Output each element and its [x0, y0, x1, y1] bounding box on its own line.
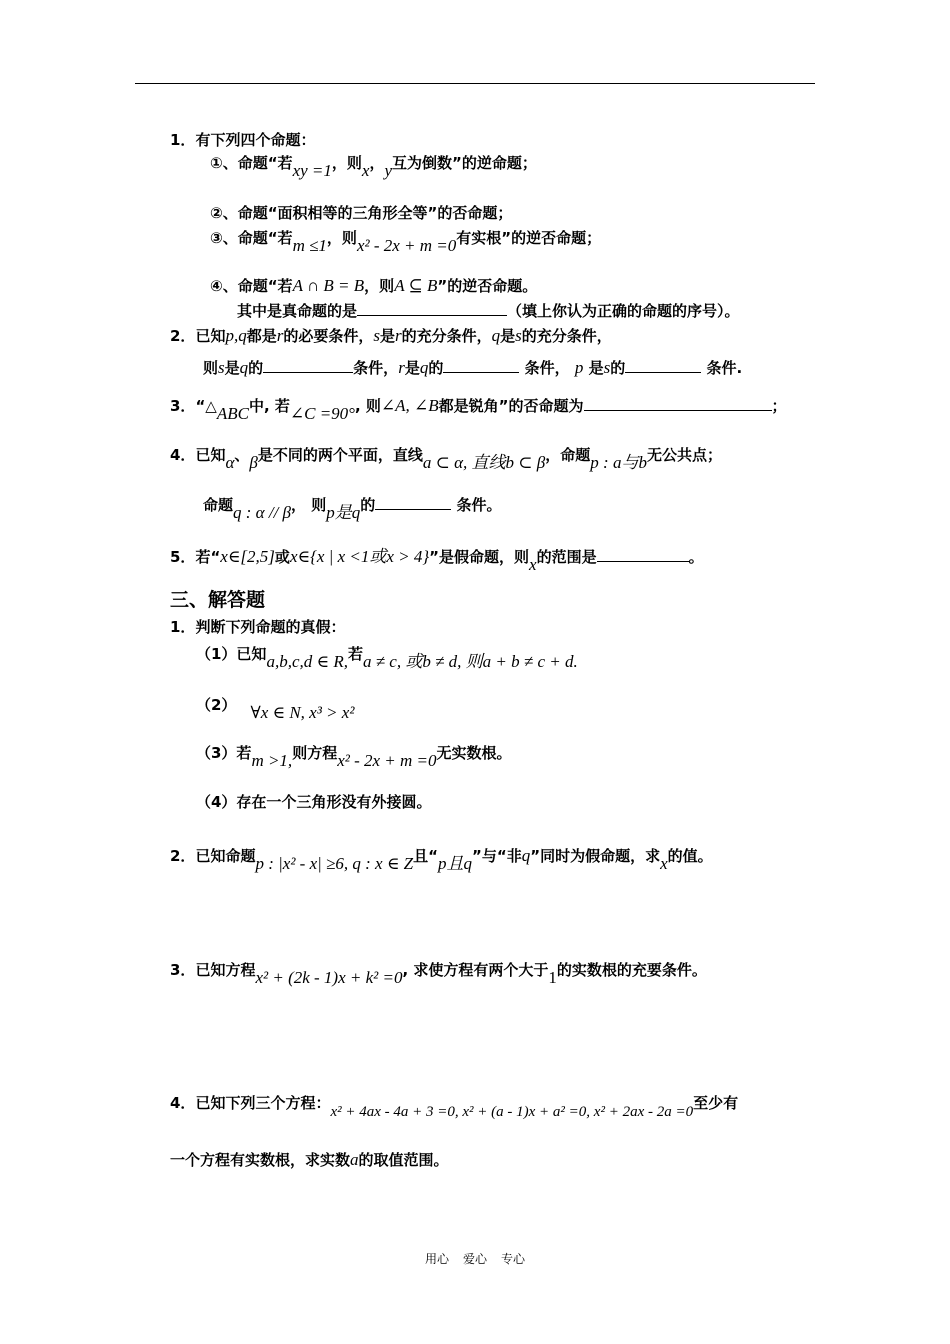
- fill-q4-line2: 命题q : α // β， 则p是q的 条件。: [203, 496, 502, 522]
- solve-q3: 3．已知方程x² + (2k - 1)x + k² =0, 求使方程有两个大于1的实数根的充要条件。: [170, 961, 707, 987]
- answer-blank[interactable]: [625, 358, 701, 373]
- solve-q1-stem: 1．判断下列命题的真假：: [170, 618, 346, 636]
- fill-q2-line1: 2．已知p,q都是r的必要条件，s是r的充分条件，q是s的充分条件，: [170, 326, 612, 345]
- answer-blank[interactable]: [375, 495, 451, 510]
- fill-q2-line2: 则s是q的 条件，r是q的 条件， p 是s的 条件.: [203, 358, 743, 377]
- fill-q1-item2: ②、命题“面积相等的三角形全等”的否命题；: [210, 204, 513, 222]
- solve-q1-s4: （4）存在一个三角形没有外接圆。: [196, 793, 432, 811]
- fill-q1-item1: ①、命题“若xy =1，则x，y互为倒数”的逆命题；: [210, 154, 537, 180]
- answer-blank[interactable]: [263, 358, 353, 373]
- fill-q4-line1: 4．已知α、β是不同的两个平面，直线a ⊂ α, 直线b ⊂ β，命题p : a与b无公共点；: [170, 446, 722, 472]
- fill-q1-stem: 1．有下列四个命题：: [170, 131, 316, 149]
- fill-q1-tail: 其中是真命题的是 （填上你认为正确的命题的序号）。: [237, 302, 740, 320]
- answer-blank[interactable]: [597, 547, 689, 562]
- solve-q1-s3: （3）若m >1,则方程x² - 2x + m =0无实数根。: [196, 744, 512, 770]
- solve-q1-s2: （2） ∀x ∈ N, x³ > x²: [196, 696, 355, 722]
- page-footer: 用心 爱心 专心: [424, 1252, 526, 1266]
- answer-blank[interactable]: [443, 358, 519, 373]
- fill-q5: 5．若“x∈[2,5]或x∈{x | x <1或x > 4}”是假命题，则x的范围是 。: [170, 547, 704, 574]
- fill-q3: 3．“△ABC中, 若∠C =90°, 则∠A, ∠B都是锐角”的否命题为 ；: [170, 396, 787, 423]
- fill-q1-item4: ④、命题“若A ∩ B = B，则A ⊆ B”的逆否命题。: [210, 276, 538, 295]
- fill-q1-item3: ③、命题“若m ≤1，则x² - 2x + m =0有实根”的逆否命题；: [210, 229, 602, 255]
- solve-q4-line1: 4．已知下列三个方程：x² + 4ax - 4a + 3 =0, x² + (a - 1)x + a² =0, x² + 2ax - 2a =0至少有: [170, 1094, 739, 1120]
- solve-q2: 2．已知命题p : |x² - x| ≥6, q : x ∈ Z且“p且q”与“非q”同时为假命题，求x的值。: [170, 846, 713, 873]
- answer-blank[interactable]: [584, 396, 772, 411]
- solve-q1-s1: （1）已知a,b,c,d ∈ R,若a ≠ c, 或b ≠ d, 则a + b ≠ c + d.: [196, 645, 578, 671]
- section-heading: 三、解答题: [170, 589, 266, 611]
- header-rule: [135, 83, 815, 84]
- solve-q4-line2: 一个方程有实数根，求实数a的取值范围。: [170, 1150, 449, 1169]
- answer-blank[interactable]: [357, 301, 507, 316]
